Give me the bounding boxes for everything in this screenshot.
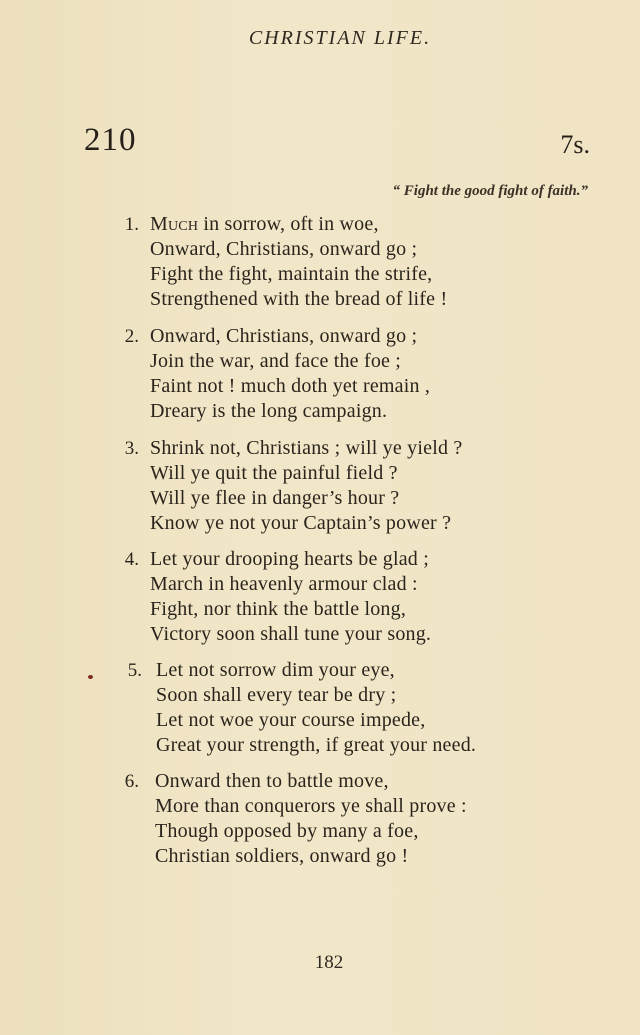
verse-line: More than conquerors ye shall prove : [155,795,467,817]
verse-line: Let your drooping hearts be glad ; [150,548,429,570]
stanza-lines [150,212,447,312]
stanza-number: 6. [124,771,139,792]
stanza-lines [150,436,462,536]
verse-line [150,212,447,237]
hymn-meter: 7s. [560,130,590,159]
drop-word: Much [150,213,199,235]
verse-line-rest: in sorrow, oft in woe, [198,213,379,235]
verse-line: Dreary is the long campaign. [150,400,388,422]
stanza-number: 3. [124,438,139,459]
verse-line: Know ye not your Captain’s power ? [150,512,452,534]
verse-line: Soon shall every tear be dry ; [156,684,397,706]
stanza-lines [156,658,476,758]
verse-line: Shrink not, Christians ; will ye yield ? [150,437,463,459]
verse-line: March in heavenly armour clad : [150,573,418,595]
verse-line: Great your strength, if great your need. [156,734,477,756]
running-head: CHRISTIAN LIFE. [248,27,432,49]
stanza-number: 5. [127,660,142,681]
verse-line: Let not woe your course impede, [156,709,426,731]
verse-line: Strengthened with the bread of life ! [150,288,448,310]
stanza-lines [150,324,430,424]
verse-line: Fight the fight, maintain the strife, [150,263,433,285]
stanza-number: 4. [124,549,139,570]
stanza-lines [150,547,431,647]
hymn-epigraph: “ Fight the good fight of faith.” [392,183,588,199]
verse-line: Christian soldiers, onward go ! [155,845,409,867]
stanza-number: 1. [124,214,139,235]
stanza-lines [155,769,467,869]
verse-line: Onward, Christians, onward go ; [150,325,418,347]
verse-line: Let not sorrow dim your eye, [156,659,395,681]
verse-line: Will ye quit the painful field ? [150,462,398,484]
verse-line: Though opposed by many a foe, [155,820,419,842]
verse-line: Will ye flee in danger’s hour ? [150,487,400,509]
ink-spot [88,675,93,679]
verse-line: Onward then to battle move, [155,770,389,792]
stanza-number: 2. [124,326,139,347]
verse-line: Join the war, and face the foe ; [150,350,402,372]
verse-line: Fight, nor think the battle long, [150,598,407,620]
page-number: 182 [314,952,344,973]
verse-line: Onward, Christians, onward go ; [150,238,418,260]
verse-line: Victory soon shall tune your song. [150,623,432,645]
hymn-number: 210 [84,122,137,158]
verse-line: Faint not ! much doth yet remain , [150,375,431,397]
